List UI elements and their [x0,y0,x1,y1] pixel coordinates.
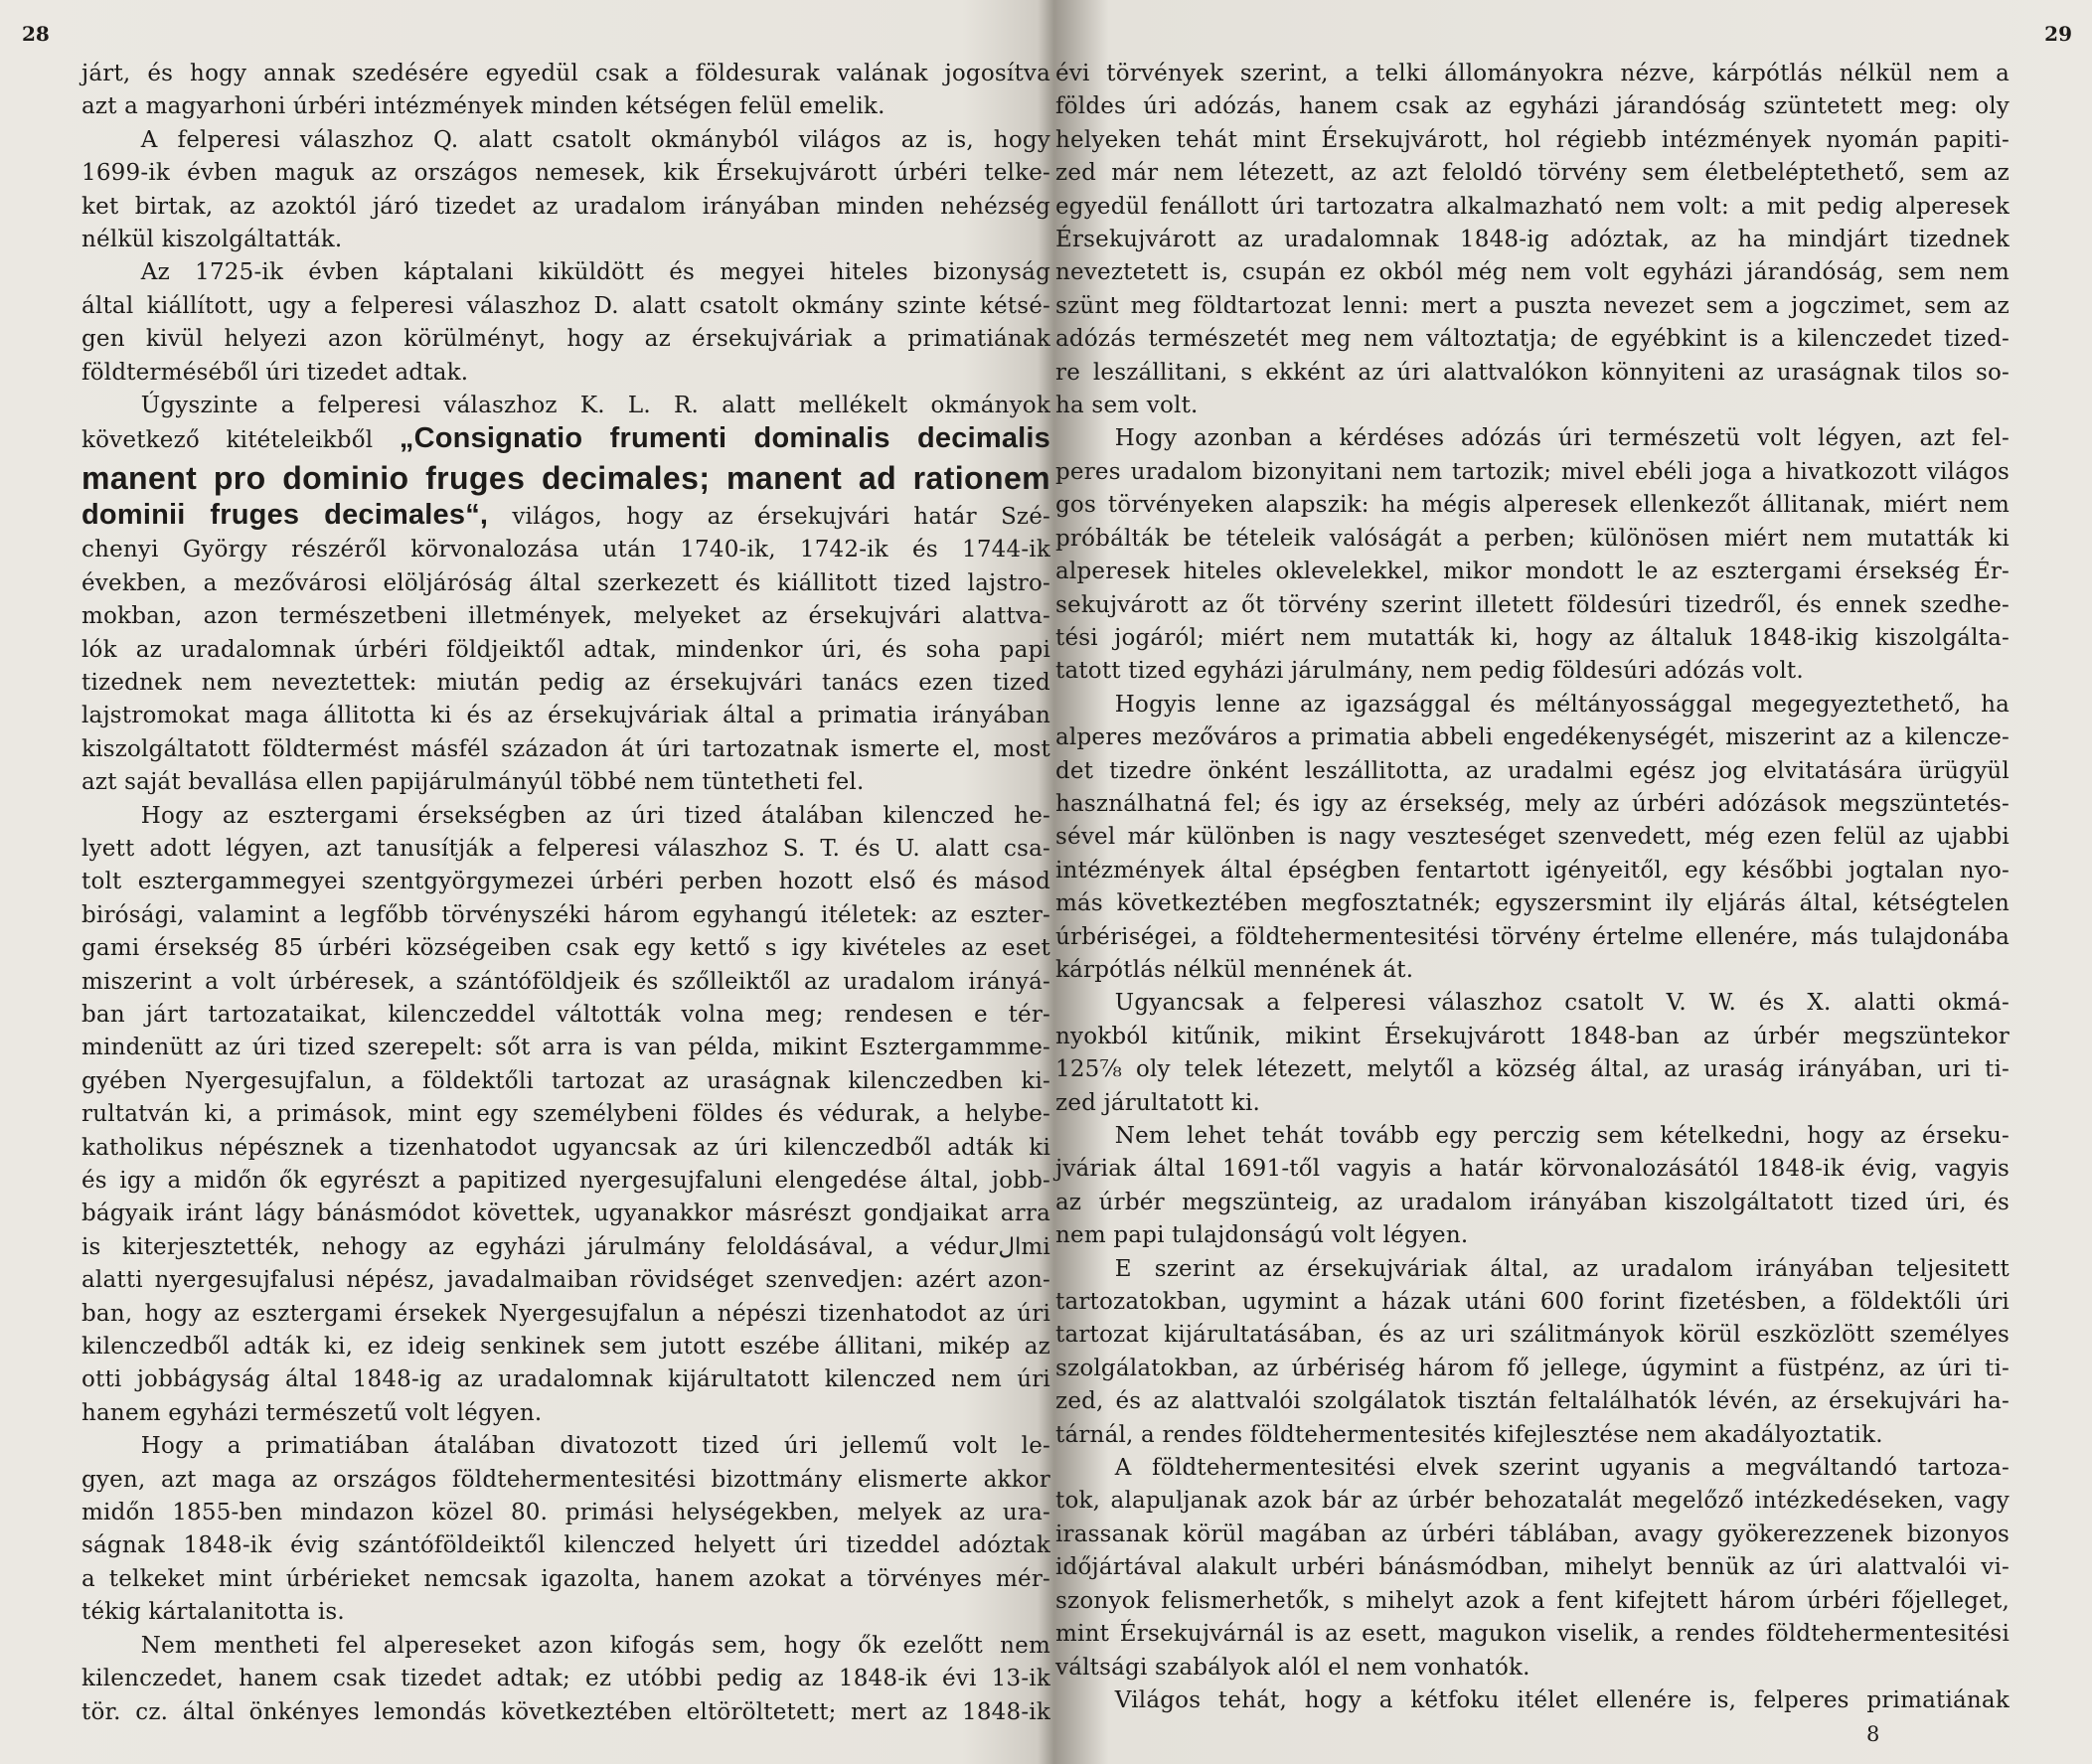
text-line: években, a mezővárosi elöljáróság által szerkezett és kiállitott tized lajstro- [81,569,1050,596]
text-line: zed járultatott ki. [1055,1089,1261,1116]
text-line: det tizedre önként leszállitotta, az uradalmi egész jog elvitatására ürügyül [1055,757,2010,784]
text-line: váltsági szabályok alól el nem vonhatók. [1055,1654,1530,1681]
text-line: mint Érsekujvárnál is az esett, magukon viselik, a rendes földtehermentesitési [1055,1621,2010,1648]
text-line: zed, és az alattvalói szolgálatok tisztán feltalálhatók lévén, az érsekujvári ha- [1055,1388,2010,1415]
text-line: A földtehermentesitési elvek szerint ugyanis a megváltandó tartoza- [1114,1455,2010,1482]
text-line: kiszolgáltatott földtermést másfél századon át úri tartozatnak ismerte el, most [81,735,1050,762]
text-line: úrbériségei, a földtehermentesitési törvény értelme ellenére, más tulajdonába [1055,923,2010,950]
text-line [81,422,1050,457]
text-line: Úgyszinte a felperesi válaszhoz K. L. R. alatt mellékelt okmányok [140,393,1050,419]
text-line: tékig kártalanitotta is. [81,1599,345,1626]
text-line: és igy a midőn ők egyrészt a papitized nyergesujfaluni elengedése által, jobb- [81,1168,1050,1194]
text-line: a telkeket mint úrbérieket nemcsak igazolta, hanem azokat a törvényes mér- [81,1565,1050,1592]
text-line: gyen, azt maga az országos földtehermentesitési bizottmány elismerte akkor [81,1466,1050,1493]
printer-signature-mark: 8 [1866,1722,1880,1746]
text-line: intézmények által épségben fentartott igényeitől, egy későbbi jogtalan nyo- [1055,857,2010,883]
text-line: sével már különben is nagy veszteséget szenvedett, még ezen felül az ujabbi [1055,824,2010,851]
text-line: használhatná fel; és igy az érsekség, mely az úrbéri adózások megszüntetés- [1055,790,2010,817]
text-line: nyokból kitűnik, mikint Érsekujvárott 1848-ban az úrbér megszüntekor [1055,1023,2010,1049]
text-line: otti jobbágyság által 1848-ig az uradalomnak kijárultatott kilenczed nem úri [81,1366,1050,1393]
text-line: ha sem volt. [1055,393,1199,419]
text-line: Világos tehát, hogy a kétfoku itélet ellenére is, felperes primatiának [1114,1686,2010,1713]
text-line: tatott tized egyházi járulmány, nem pedig földesúri adózás volt. [1055,658,1804,685]
text-line: Nem mentheti fel alpereseket azon kifogás sem, hogy ők ezelőtt nem [140,1632,1050,1659]
text-line: 125⅞ oly telek létezett, melytől a község által, az uraság irányában, uri ti- [1055,1056,2010,1083]
text-line: nem papi tulajdonságú volt légyen. [1055,1222,1469,1249]
text-line: bágyaik iránt lágy bánásmódot követtek, ugyanakkor másrészt gondjaikat arra [81,1201,1050,1227]
text-line: mindenütt az úri tized szerepelt: sőt arra is van példa, mikint Esztergammme- [81,1035,1050,1061]
text-line: rultatván ki, a primások, mint egy személybeni földes és védurak, a helybe- [81,1101,1050,1128]
text-line: Hogyis lenne az igazsággal és méltányossággal megegyeztethető, ha [1114,691,2010,718]
text-line: járt, és hogy annak szedésére egyedül csak a földesurak valának jogosítva [81,61,1050,86]
text-line: sekujvárott az őt törvény szerint illetett földesúri tizedről, és ennek szedhe- [1055,591,2010,618]
emphasized-quote: dominii fruges decimales“, [81,498,489,531]
text-line: 1699-ik évben maguk az országos nemesek, kik Érsekujvárott úrbéri telke- [81,160,1050,187]
text-line: tési jogáról; miért nem mutatták ki, hogy az általuk 1848-ikig kiszolgálta- [1055,624,2010,651]
text-line: lyett adott légyen, azt tanusítják a felperesi válaszhoz S. T. és U. alatt csa- [81,835,1050,862]
text-line: alperesek hiteles oklevelekkel, mikor mondott le az esztergami érsekség Ér- [1055,559,2010,585]
text-line: ságnak 1848-ik évig szántóföldeiktől kilenczed helyett úri tizeddel adóztak [81,1532,1050,1559]
text-line: földes úri adózás, hanem csak az egyházi járandóság szüntetett meg: oly [1055,93,2010,120]
text-line: azt a magyarhoni úrbéri intézmények minden kétségen felül emelik. [81,93,885,120]
text-line: Nem lehet tehát tovább egy perczig sem kételkedni, hogy az érseku- [1114,1123,2010,1149]
text-line: gyében Nyergesujfalun, a földektőli tartozat az uraságnak kilenczedben ki- [81,1067,1050,1094]
text-line: is kiterjesztették, nehogy az egyházi járulmány feloldásával, a védurالmi [81,1233,1050,1260]
text-line: birósági, valamint a legfőbb törvényszéki három egyhangú itéletek: az eszter- [81,901,1050,928]
text-line: tartozat kijárultatásában, és az uri szálitmányok körül eszközlött személyes [1055,1322,2010,1349]
text-line: által kiállított, ugy a felperesi válaszhoz D. alatt csatolt okmány szinte kétsé- [81,292,1050,319]
text-line: egyedül fenállott úri tartozatra alkalmazható nem volt: a mit pedig alperesek [1055,193,2010,220]
text-line: Az 1725-ik évben káptalani kiküldött és megyei hiteles bizonyság [140,259,1050,286]
page-number-right: 29 [2044,22,2072,46]
text-line: miszerint a volt úrbéresek, a szántóföldjeik és szőlleiktől az uradalom irányá- [81,968,1050,995]
text-line: kárpótlás nélkül mennének át. [1055,956,1414,983]
text-line: évi törvények szerint, a telki állományokra nézve, kárpótlás nélkül nem a [1055,61,2010,86]
text-line: irassanak körül magában az úrbéri táblában, avagy gyökerezzenek bizonyos [1055,1521,2010,1547]
text-line: Hogy a primatiában átalában divatozott tized úri jellemű volt le- [140,1433,1050,1460]
left-page-text [81,58,1050,1729]
text-line: Hogy azonban a kérdéses adózás úri természetü volt légyen, azt fel- [1114,425,2010,452]
text-line: gos törvényeken alapszik: ha mégis alperesek ellenkezőt állitanak, miért nem [1055,492,2010,519]
text-line: hanem egyházi természetű volt légyen. [81,1399,543,1426]
line-text: világos, hogy az érsekujvári határ Szé- [488,503,1051,530]
text-line [81,499,1050,534]
text-line: chenyi György részéről körvonalozása után 1740-ik, 1742-ik és 1744-ik [81,537,1050,563]
text-line: adózás természetét meg nem változtatja; de egyébkint is a kilenczedet tized- [1055,326,2010,353]
text-line: zed már nem létezett, az azt feloldó törvény sem életbeléptethető, sem az [1055,160,2010,187]
text-line: alperes mezőváros a primatia abbeli engedékenységét, miszerint az a kilencze- [1055,724,2010,751]
text-line: gen kivül helyezi azon körülményt, hogy az érsekujváriak a primatiának [81,326,1050,353]
text-line: ban, hogy az esztergami érsekek Nyergesujfalun a népészi tizenhatodot az úri [81,1300,1050,1327]
text-line: katholikus népésznek a tizenhatodot ugyancsak az úri kilenczedből adták ki [81,1134,1050,1161]
text-line: tör. cz. által önkényes lemondás következtében eltöröltetett; mert az 1848-ik [81,1698,1050,1725]
text-line: földterméséből úri tizedet adtak. [81,359,469,386]
text-line: E szerint az érsekujváriak által, az uradalom irányában teljesitett [1114,1255,2010,1282]
text-line: próbálták be tételeik valóságát a perben; különösen miért nem mutatták ki [1055,525,2010,552]
text-line: kilenczedet, hanem csak tizedet adtak; ez utóbbi pedig az 1848-ik évi 13-ik [81,1666,1050,1692]
page-number-left: 28 [22,22,50,46]
text-line: manent pro dominio fruges decimales; manent ad rationem [81,459,1050,496]
text-line: re leszállitani, s ekként az úri alattvalókon könnyiteni az uraságnak tilos so- [1055,359,2010,386]
text-line: szolgálatokban, az úrbériség három fő jellege, úgymint a füstpénz, az úri ti- [1055,1355,2010,1381]
text-line: azt saját bevallása ellen papijárulmányúl többé nem tüntetheti fel. [81,769,865,796]
text-line: tok, alapuljanak azok bár az úrbér behozatalát megelőző intézkedéseken, vagy [1055,1488,2010,1515]
text-line: tolt esztergammegyei szentgyörgymezei úrbéri perben hozott első és másod [81,869,1050,895]
text-line: Érsekujvárott az uradalomnak 1848-ig adóztak, az ha mindjárt tizednek [1055,227,2010,253]
text-line: Hogy az esztergami érsekségben az úri tized átalában kilenczed he- [140,802,1050,829]
line-text: következő kitételeikből [81,427,374,454]
text-line: ket birtak, az azoktól járó tizedet az uradalom irányában minden nehézség [81,193,1050,220]
text-line: alatti nyergesujfalusi népész, javadalmaiban rövidséget szenvedjen: azért azon- [81,1267,1050,1294]
text-line: szonyok felismerhetők, s mihelyt azok a fent kifejtett három úrbéri főjelleget, [1055,1587,2010,1614]
text-line: más következtében megfosztatnék; egyszersmint ily eljárás által, kétségtelen [1055,890,2010,917]
emphasized-quote: „Consignatio frumenti dominalis decimalis [399,422,1050,455]
text-line: mokban, azon természetbeni illetmények, melyeket az érsekujvári alattva- [81,603,1050,630]
text-line: jváriak által 1691-től vagyis a határ körvonalozásától 1848-ik évig, vagyis [1055,1156,2010,1183]
text-line: helyeken tehát mint Érsekujvárott, hol régiebb intézmények nyomán papiti- [1055,126,2010,153]
text-line: az úrbér megszünteig, az uradalom irányában kiszolgáltatott tized úri, és [1055,1189,2010,1215]
text-line: lók az uradalomnak úrbéri földjeiktől adtak, mindenkor úri, és soha papi [81,636,1050,663]
text-line: gami érsekség 85 úrbéri községeiben csak egy kettő s igy kivételes az eset [81,935,1050,962]
text-line: ban járt tartozataikat, kilenczeddel váltották volna meg; rendesen e tér- [81,1001,1050,1028]
text-line: A felperesi válaszhoz Q. alatt csatolt okmányból világos az is, hogy [140,126,1050,153]
text-line: midőn 1855-ben mindazon közel 80. primási helységekben, melyek az ura- [81,1500,1050,1526]
text-line: tartozatokban, ugymint a házak utáni 600 forint fizetésben, a földektőli úri [1055,1289,2010,1316]
right-page-text [1055,58,2010,1717]
text-line: tárnál, a rendes földtehermentesités kifejlesztése nem akadályoztatik. [1055,1421,1883,1448]
text-line: tizednek nem neveztettek: miután pedig az érsekujvári tanács ezen tized [81,669,1050,696]
text-line: Ugyancsak a felperesi válaszhoz csatolt V. W. és X. alatti okmá- [1114,990,2010,1017]
text-line: kilenczedből adták ki, ez ideig senkinek sem jutott eszébe állitani, mikép az [81,1334,1050,1361]
text-line: lajstromokat maga állitotta ki és az érsekujváriak által a primatia irányában [81,703,1050,729]
text-line: nélkül kiszolgáltatták. [81,227,343,253]
text-line: peres uradalom bizonyitani nem tartozik; mivel ebéli joga a hivatkozott világos [1055,458,2010,485]
text-line: neveztetett is, csupán ez okból még nem volt egyházi járandóság, sem nem [1055,259,2010,286]
text-line: időjártával alakult urbéri bánásmódban, mihelyt bennük az úri alattvalói vi- [1055,1554,2010,1581]
text-line: szünt meg földtartozat lenni: mert a puszta nevezet sem a jogczimet, sem az [1055,292,2010,319]
